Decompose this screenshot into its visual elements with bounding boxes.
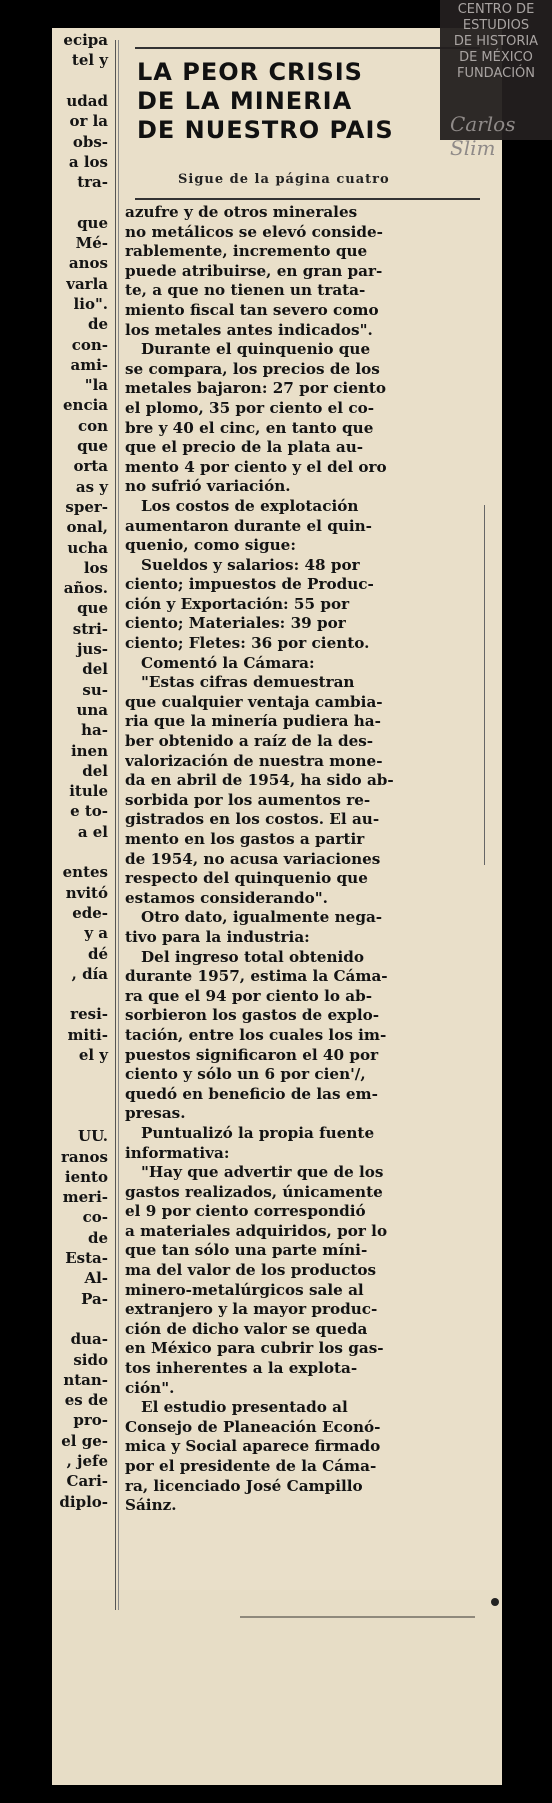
article-paragraph bbox=[125, 908, 483, 947]
fragment-line: diplo- bbox=[59, 1492, 108, 1511]
article-paragraph bbox=[125, 556, 483, 654]
article-line: mento en los gastos a partir bbox=[125, 830, 365, 848]
fragment-line: de bbox=[87, 315, 108, 334]
article-line: a materiales adquiridos, por lo bbox=[125, 1221, 388, 1240]
watermark-line-1: CENTRO DE ESTUDIOS bbox=[457, 2, 535, 33]
fragment-line: encia bbox=[63, 396, 108, 415]
article-line: aumentaron durante el quin- bbox=[125, 516, 372, 535]
article-line: no metálicos se elevó conside- bbox=[125, 222, 383, 241]
article-line: minero-metalúrgicos sale al bbox=[125, 1280, 364, 1299]
fragment-line: ede- bbox=[72, 903, 108, 922]
article-line: ciento; Materiales: 39 por bbox=[125, 614, 346, 633]
article-line: Comentó la Cámara: bbox=[141, 653, 315, 672]
fragment-line: dua- bbox=[70, 1330, 108, 1349]
fragment-line: UU. bbox=[77, 1127, 108, 1146]
article-line: los metales antes indicados". bbox=[125, 320, 373, 339]
article-line: "Hay que advertir que de los bbox=[141, 1163, 384, 1182]
fragment-line: con bbox=[77, 416, 108, 435]
fragment-line: pro- bbox=[73, 1411, 108, 1430]
article-line: miento fiscal tan severo como bbox=[125, 300, 379, 319]
article-line: puede atribuirse, en gran par- bbox=[125, 261, 383, 280]
fragment-line: del bbox=[82, 660, 108, 679]
fragment-line: es de bbox=[64, 1391, 108, 1410]
continuation-note: Sigue de la página cuatro bbox=[178, 172, 390, 187]
fragment-line: iento bbox=[64, 1167, 108, 1186]
watermark-line-2: DE HISTORIA bbox=[453, 34, 539, 49]
article-paragraph bbox=[125, 203, 483, 340]
article-line: presas. bbox=[125, 1104, 186, 1123]
article-line: Del ingreso total obtenido bbox=[141, 947, 364, 966]
fragment-line: ranos bbox=[61, 1147, 108, 1166]
article-line: se compara, los precios de los bbox=[125, 359, 380, 378]
fragment-line: ha- bbox=[81, 721, 108, 740]
article-line: ria que la minería pudiera ha- bbox=[125, 712, 381, 731]
fragment-line: los bbox=[83, 558, 108, 577]
article-line: de 1954, no acusa variaciones bbox=[125, 849, 381, 868]
fragment-line: que bbox=[77, 599, 108, 618]
article-line: que el precio de la plata au- bbox=[125, 438, 364, 457]
article-line: ciento; Fletes: 36 por ciento. bbox=[125, 634, 370, 653]
fragment-line: varla bbox=[66, 274, 108, 293]
ink-dot bbox=[491, 1598, 499, 1606]
article-line: tivo para la industria: bbox=[125, 927, 310, 946]
column-rule-inner bbox=[118, 40, 119, 1610]
fragment-line: onal, bbox=[66, 518, 108, 537]
fragment-line: obs- bbox=[72, 132, 108, 151]
fragment-line: dé bbox=[87, 944, 108, 963]
fragment-line: a el bbox=[77, 822, 108, 841]
fragment-line: Al- bbox=[84, 1269, 108, 1288]
article-line: ciento y sólo un 6 por cien'/, bbox=[125, 1065, 366, 1084]
article-line: te, a que no tienen un trata- bbox=[125, 281, 366, 300]
fragment-line: itule bbox=[69, 782, 108, 801]
fragment-line: y a bbox=[84, 924, 108, 943]
article-line: ción". bbox=[125, 1378, 175, 1397]
article-line: mento 4 por ciento y el del oro bbox=[125, 457, 387, 476]
fragment-line: ecipa bbox=[63, 31, 108, 49]
article-line: ra que el 94 por ciento lo ab- bbox=[125, 986, 373, 1005]
fragment-line: nvitó bbox=[65, 883, 108, 902]
article-line: en México para cubrir los gas- bbox=[125, 1339, 384, 1358]
fragment-line: Cari- bbox=[66, 1472, 108, 1491]
article-line: "Estas cifras demuestran bbox=[141, 673, 355, 692]
fragment-line: "la bbox=[84, 376, 108, 395]
article-line: El estudio presentado al bbox=[141, 1398, 348, 1417]
article-paragraph bbox=[125, 654, 483, 674]
fragment-line: Mé- bbox=[75, 234, 108, 252]
article-line: bre y 40 el cinc, en tanto que bbox=[125, 418, 374, 437]
article-line: Sáinz. bbox=[125, 1496, 177, 1515]
fragment-line: or la bbox=[69, 112, 108, 131]
article-paragraph bbox=[125, 673, 483, 908]
fragment-line: del bbox=[82, 761, 108, 780]
article-line: sorbieron los gastos de explo- bbox=[125, 1006, 380, 1025]
article-line: durante 1957, estima la Cáma- bbox=[125, 967, 388, 986]
article-line: estamos considerando". bbox=[125, 888, 328, 907]
headline-top-rule bbox=[135, 47, 480, 49]
article-paragraph bbox=[125, 1124, 483, 1163]
fragment-line: jus- bbox=[76, 640, 108, 658]
article-line: Otro dato, igualmente nega- bbox=[141, 908, 383, 927]
fragment-line: el ge- bbox=[61, 1431, 108, 1450]
article-line: Los costos de explotación bbox=[141, 496, 359, 515]
watermark-signature: Carlos Slim bbox=[450, 112, 516, 160]
article-line: respecto del quinquenio que bbox=[125, 869, 368, 888]
article-paragraph bbox=[125, 1398, 483, 1516]
article-line: tos inherentes a la explota- bbox=[125, 1359, 358, 1378]
article-line: rablemente, incremento que bbox=[125, 242, 368, 261]
article-line: Puntualizó la propia fuente bbox=[141, 1123, 375, 1142]
fragment-line: Esta- bbox=[65, 1249, 108, 1267]
fragment-line: a los bbox=[68, 152, 108, 171]
watermark-line-3: DE MÉXICO bbox=[459, 50, 533, 65]
fragment-line: lio". bbox=[73, 294, 108, 313]
article-paragraph bbox=[125, 340, 483, 497]
article-line: ra, licenciado José Campillo bbox=[125, 1476, 363, 1495]
article-line: ber obtenido a raíz de la des- bbox=[125, 732, 374, 751]
headline bbox=[137, 58, 477, 145]
clipping-bottom-margin bbox=[52, 1590, 502, 1785]
fragment-line: stri- bbox=[72, 619, 108, 638]
adjacent-column-fragment bbox=[52, 28, 114, 1628]
fragment-line: co- bbox=[82, 1208, 108, 1227]
article-line: informativa: bbox=[125, 1143, 230, 1162]
fragment-line: meri- bbox=[62, 1188, 108, 1207]
article-line: quedó en beneficio de las em- bbox=[125, 1084, 378, 1103]
article-line: que tan sólo una parte míni- bbox=[125, 1241, 368, 1260]
article-line: azufre y de otros minerales bbox=[125, 203, 358, 221]
headline-line-1: LA PEOR CRISIS bbox=[137, 58, 363, 86]
article-line: da en abril de 1954, ha sido ab- bbox=[125, 771, 394, 790]
article-line: mica y Social aparece firmado bbox=[125, 1437, 381, 1456]
headline-line-2: DE LA MINERIA bbox=[137, 87, 353, 115]
fragment-line: , jefe bbox=[66, 1452, 108, 1470]
fragment-line: el y bbox=[78, 1046, 108, 1064]
article-line: puestos significaron el 40 por bbox=[125, 1045, 379, 1064]
article-paragraph bbox=[125, 948, 483, 1124]
article-line: el plomo, 35 por ciento el co- bbox=[125, 398, 375, 417]
article-line: Sueldos y salarios: 48 por bbox=[141, 555, 360, 574]
fragment-line: udad bbox=[66, 91, 108, 110]
fragment-line: tel y bbox=[71, 51, 108, 70]
article-line: quenio, como sigue: bbox=[125, 536, 296, 555]
right-column-rule bbox=[484, 505, 485, 865]
fragment-line: sido bbox=[73, 1350, 108, 1369]
article-line: ción y Exportación: 55 por bbox=[125, 594, 350, 613]
article-paragraph bbox=[125, 1163, 483, 1398]
fragment-line: tra- bbox=[77, 173, 108, 192]
article-line: metales bajaron: 27 por ciento bbox=[125, 379, 387, 398]
fragment-line: as y bbox=[75, 477, 108, 496]
article-line: gistrados en los costos. El au- bbox=[125, 810, 380, 829]
article-line: tación, entre los cuales los im- bbox=[125, 1025, 387, 1044]
article-line: valorización de nuestra mone- bbox=[125, 751, 383, 770]
fragment-line: ntan- bbox=[63, 1370, 108, 1389]
article-line: Consejo de Planeación Econó- bbox=[125, 1417, 381, 1436]
article-line: sorbida por los aumentos re- bbox=[125, 790, 371, 809]
fragment-line: ami- bbox=[70, 355, 108, 374]
fragment-line: una bbox=[76, 700, 108, 719]
article-line: ción de dicho valor se queda bbox=[125, 1319, 368, 1338]
article-line: extranjero y la mayor produc- bbox=[125, 1300, 378, 1319]
fragment-line: años. bbox=[63, 579, 108, 598]
fragment-line: su- bbox=[82, 680, 108, 699]
subhead-rule bbox=[135, 198, 480, 200]
article-line: ciento; impuestos de Produc- bbox=[125, 575, 374, 594]
fragment-line: sper- bbox=[65, 497, 108, 516]
article-body bbox=[125, 203, 483, 1516]
fragment-line: , día bbox=[71, 964, 108, 983]
fragment-line: e to- bbox=[70, 802, 108, 821]
article-line: Durante el quinquenio que bbox=[141, 340, 371, 359]
article-line: no sufrió variación. bbox=[125, 477, 291, 496]
fragment-line: miti- bbox=[67, 1025, 108, 1044]
fragment-line: resi- bbox=[70, 1005, 108, 1024]
column-rule bbox=[115, 40, 116, 1610]
fragment-line: de bbox=[87, 1228, 108, 1247]
headline-line-3: DE NUESTRO PAIS bbox=[137, 116, 394, 144]
article-line: por el presidente de la Cáma- bbox=[125, 1457, 377, 1475]
watermark-line-4: FUNDACIÓN bbox=[456, 66, 536, 81]
article-line: el 9 por ciento correspondió bbox=[125, 1202, 366, 1221]
fragment-line: con- bbox=[71, 335, 108, 354]
article-line: gastos realizados, únicamente bbox=[125, 1182, 383, 1201]
fragment-line: anos bbox=[68, 254, 108, 273]
fragment-line: que bbox=[77, 437, 108, 455]
bottom-rule bbox=[240, 1616, 475, 1618]
fragment-line: orta bbox=[73, 457, 108, 476]
article-line: ma del valor de los productos bbox=[125, 1261, 377, 1280]
article-line: que cualquier ventaja cambia- bbox=[125, 692, 383, 711]
fragment-line: entes bbox=[62, 863, 108, 882]
fragment-line: Pa- bbox=[81, 1289, 108, 1308]
fragment-line: inen bbox=[70, 741, 108, 760]
archive-watermark-text bbox=[440, 2, 552, 82]
article-paragraph bbox=[125, 497, 483, 556]
fragment-line: que bbox=[77, 213, 108, 232]
fragment-line: ucha bbox=[67, 538, 108, 557]
